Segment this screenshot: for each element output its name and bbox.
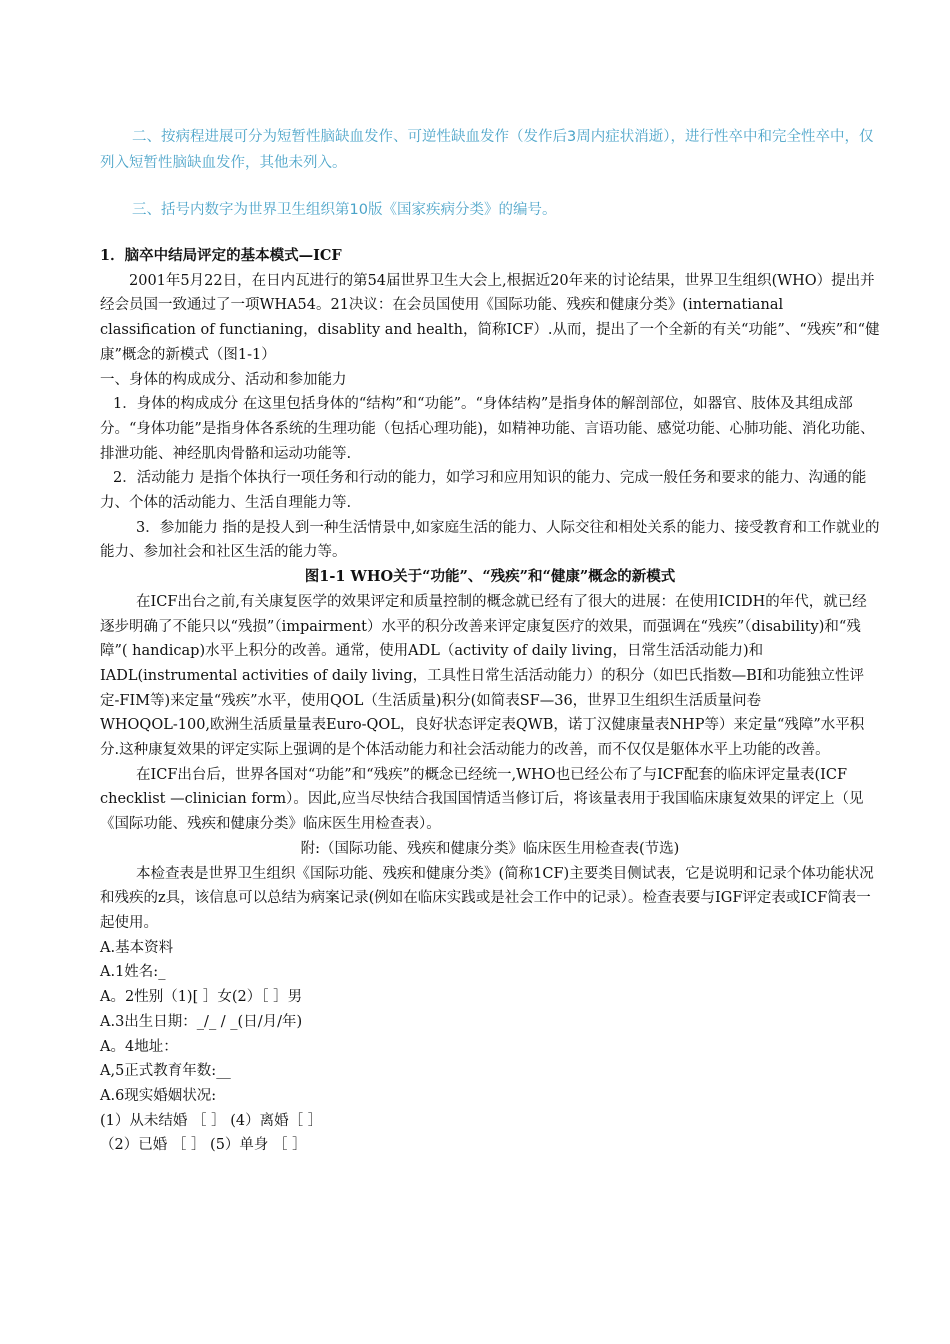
paragraph-checklist-intro: 本检查表是世界卫生组织《国际功能、残疾和健康分类》(简称1CF)主要类目侧试表，它是说明和记录个体功能状况和残疾的z具，该信息可以总结为病案记录(例如在临床实践或是社会工作中的记录）。检查表要与IGF评定表或ICF简表一起使用。 [100,865,874,931]
item-body-components: 1．身体的构成成分 在这里包括身体的“结构”和“功能”。“身体结构”是指身体的解剖部位，如器官、肢体及其组成部分。“身体功能”是指身体各系统的生理功能（包括心理功能)，如精神功能、言语功能、感觉功能、心肺功能、消化功能、排泄功能、神经肌肉骨骼和运动功能等. [100,396,875,462]
form-birthdate-field: A.3出生日期：_/_ / _(日/月/年) [100,1013,303,1030]
note-two-text: 二、按病程进展可分为短暂性脑缺血发作、可逆性缺血发作（发作后3周内症状消逝），进行性卒中和完全性卒中，仅列入短暂性脑缺血发作，其他未列入。 [100,129,874,171]
note-three [100,197,880,223]
form-marital-field: A.6现实婚姻状况: [100,1087,217,1104]
form-basic-info: A.基本资料 [100,939,174,956]
paragraph-before-icf: 在ICF出台之前,有关康复医学的效果评定和质量控制的概念就已经有了很大的进展：在使用ICIDH的年代，就已经逐步明确了不能只以“残损”（impairment）水平的积分改善来评定康复医疗的效果，而强调在“残疾”（disability)和“残障”( handicap)水平上积分的改善。通常，使用ADL（activity of daily living，日常生活活动能力)和IADL(instrumental activities of daily living，工具性日常生活活动能力）的积分（如巴氏指数—BI和功能独立性评定-FIM等)来定量“残疾”水平，使用QOL（生活质量)积分(如简表SF—36，世界卫生组织生活质量问卷 [100,593,867,709]
appendix-title: 附:（国际功能、残疾和健康分类》临床医生用检查表(节选) [300,840,680,857]
form-marital-options-1: (1）从未结婚 ［ ］ (4）离婚［ ］ [100,1112,323,1129]
item-activity: 2．活动能力 是指个体执行一项任务和行动的能力，如学习和应用知识的能力、完成一般任务和要求的能力、沟通的能力、个体的活动能力、生活自理能力等. [100,470,867,512]
note-two [100,124,880,176]
figure-caption: 图1-1 WHO关于“功能”、“残疾”和“健康”概念的新模式 [304,568,676,586]
main-body [100,244,880,1158]
section-heading: 1．脑卒中结局评定的基本模式—ICF [100,247,342,264]
subsection-heading: 一、身体的构成成分、活动和参加能力 [100,371,347,388]
form-address-field: A。4地址： [100,1038,178,1055]
paragraph-icf-intro: 2001年5月22日，在日内瓦进行的第54届世界卫生大会上,根据近20年来的讨论结果，世界卫生组织(WHO）提出并经会员国一致通过了一项WHA54。21决议：在会员国使用《国际功能、残疾和健康分类》(internatianal classification of functianing，disablity and health，简称ICF）.从而，提出了一个全新的有关“功能”、“残疾”和“健康”概念的新模式（图1-1） [100,272,880,363]
item-participation: 3．参加能力 指的是投人到一种生活情景中,如家庭生活的能力、人际交往和相处关系的能力、接受教育和工作就业的能力、参加社会和社区生活的能力等。 [100,519,880,561]
checklist-form [100,936,880,1158]
form-sex-field: A。2性别（1)[ ］女(2）［ ］男 [100,989,303,1006]
form-education-field: A,5正式教育年数:__ [100,1063,231,1080]
paragraph-after-icf: 在ICF出台后，世界各国对“功能”和“残疾”的概念已经统一,WHO也已经公布了与ICF配套的临床评定量表(ICF checklist —clinician form）。因此,应当尽快结合我国国情适当修订后，将该量表用于我国临床康复效果的评定上（见《国际功能、残疾和健康分类》临床医生用检查表）。 [100,766,864,833]
form-name-field: A.1姓名:_ [100,964,166,981]
note-three-text: 三、括号内数字为世界卫生组织第10版《国家疾病分类》的编号。 [132,202,557,218]
form-marital-options-2: （2）已婚 ［ ］ (5）单身 ［ ］ [100,1137,307,1154]
paragraph-before-icf-continued: WHOQOL-100,欧洲生活质量量表Euro-QOL，良好状态评定表QWB，诺丁汉健康量表NHP等）来定量“残障”水平积分.这种康复效果的评定实际上强调的是个体活动能力和社会活动能力的改善，而不仅仅是躯体水平上功能的改善。 [100,717,865,759]
